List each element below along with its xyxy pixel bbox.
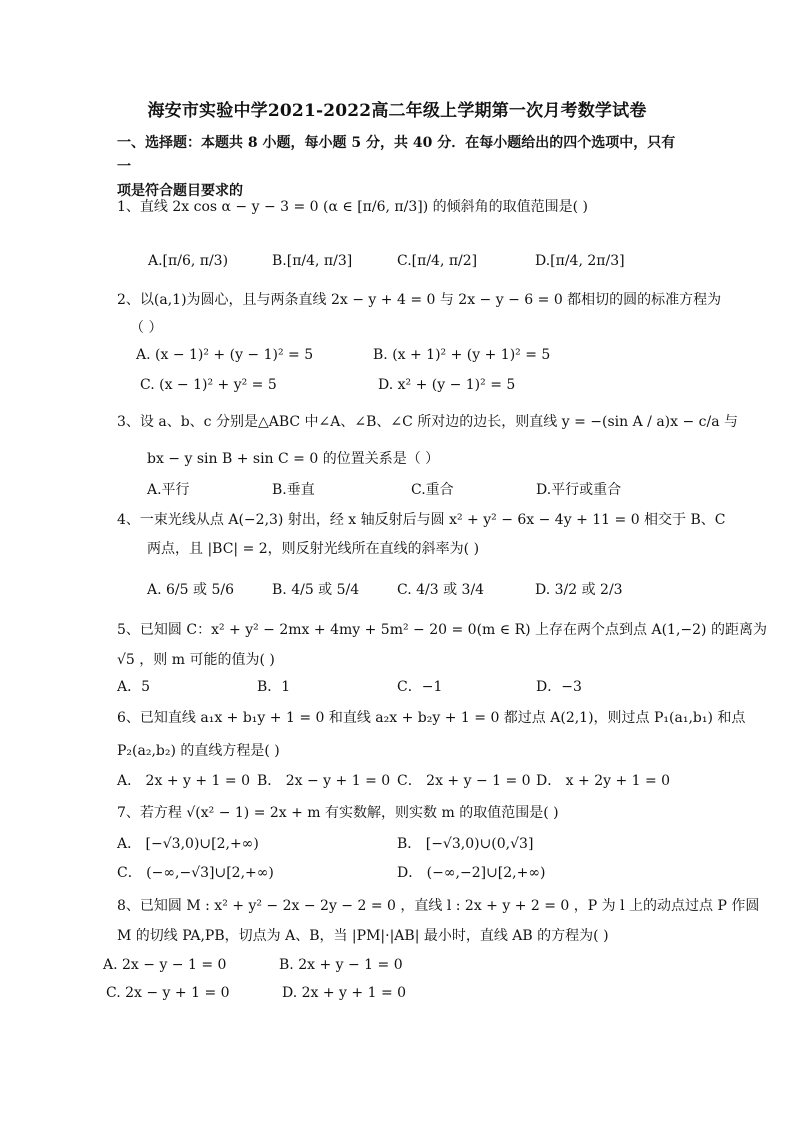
- question-7-option-c: C． (−∞,−√3]∪[2,+∞): [117, 865, 274, 881]
- question-5-option-b: B．1: [257, 679, 291, 695]
- question-8-option-b: B. 2x + y − 1 = 0: [279, 957, 403, 973]
- question-7-option-b: B． [−√3,0)∪(0,√3]: [397, 836, 534, 852]
- question-6-option-d: D． x + 2y + 1 = 0: [536, 773, 671, 789]
- question-4-option-c: C. 4/3 或 3/4: [397, 582, 485, 598]
- question-7-option-a: A． [−√3,0)∪[2,+∞): [117, 836, 259, 852]
- question-6-stem-line-1: 6、已知直线 a₁x + b₁y + 1 = 0 和直线 a₂x + b₂y + 1 = 0 都过点 A(2,1)，则过点 P₁(a₁,b₁) 和点: [117, 710, 746, 726]
- question-1-option-b: B.[π/4, π/3]: [272, 253, 353, 269]
- question-2-stem-line-2: （ ）: [130, 320, 163, 336]
- question-2-option-b: B. (x + 1)² + (y + 1)² = 5: [373, 347, 551, 363]
- question-5-option-d: D．−3: [536, 679, 582, 695]
- question-3-stem-line-1: 3、设 a、b、c 分别是△ABC 中∠A、∠B、∠C 所对边的边长，则直线 y = −(sin A / a)x − c/a 与: [117, 414, 739, 430]
- question-8-stem-line-2: M 的切线 PA,PB，切点为 A、B，当 |PM|·|AB| 最小时，直线 AB 的方程为( ): [117, 928, 609, 944]
- question-7-option-d: D． (−∞,−2]∪[2,+∞): [397, 865, 546, 881]
- section-heading-line-2: 项是符合题目要求的: [117, 183, 243, 199]
- question-1-stem: 1、直线 2x cos α − y − 3 = 0 (α ∈ [π/6, π/3]) 的倾斜角的取值范围是( ): [117, 199, 588, 215]
- question-5-option-c: C．−1: [397, 679, 443, 695]
- question-4-stem-line-2: 两点，且 |BC| = 2，则反射光线所在直线的斜率为( ): [147, 541, 480, 557]
- question-1-option-c: C.[π/4, π/2]: [397, 253, 478, 269]
- question-7-stem: 7、若方程 √(x² − 1) = 2x + m 有实数解，则实数 m 的取值范围是( ): [117, 805, 559, 821]
- question-5-stem-line-1: 5、已知圆 C：x² + y² − 2mx + 4my + 5m² − 20 = 0(m ∈ R) 上存在两个点到点 A(1,−2) 的距离为: [117, 622, 767, 638]
- question-1-option-a: A.[π/6, π/3): [148, 253, 229, 269]
- question-2-option-c: C. (x − 1)² + y² = 5: [140, 377, 277, 393]
- question-5-option-a: A．5: [117, 679, 151, 695]
- section-heading-line-1: 一、选择题：本题共 8 小题，每小题 5 分，共 40 分．在每小题给出的四个选项中，只有一: [117, 135, 676, 175]
- question-4-option-d: D. 3/2 或 2/3: [535, 582, 623, 598]
- section-heading: [117, 131, 682, 203]
- question-5-stem-line-2: √5 ，则 m 可能的值为( ): [117, 652, 275, 668]
- question-8-option-c: C. 2x − y + 1 = 0: [106, 985, 230, 1001]
- question-3-option-b: B.垂直: [272, 482, 315, 498]
- question-2-option-a: A. (x − 1)² + (y − 1)² = 5: [136, 347, 314, 363]
- question-3-option-d: D.平行或重合: [536, 482, 622, 498]
- question-6-option-a: A． 2x + y + 1 = 0: [117, 773, 250, 789]
- question-3-option-c: C.重合: [411, 482, 454, 498]
- question-3-stem-line-2: bx − y sin B + sin C = 0 的位置关系是（ ）: [147, 451, 440, 467]
- question-8-option-d: D. 2x + y + 1 = 0: [282, 985, 407, 1001]
- question-4-stem-line-1: 4、一束光线从点 A(−2,3) 射出，经 x 轴反射后与圆 x² + y² − 6x − 4y + 11 = 0 相交于 B、C: [117, 512, 726, 528]
- question-8-option-a: A. 2x − y − 1 = 0: [103, 957, 227, 973]
- question-6-option-b: B． 2x − y + 1 = 0: [257, 773, 391, 789]
- question-4-option-a: A. 6/5 或 5/6: [147, 582, 234, 598]
- question-8-stem-line-1: 8、已知圆 M : x² + y² − 2x − 2y − 2 = 0 ，直线 l : 2x + y + 2 = 0 ，P 为 l 上的动点过点 P 作圆: [117, 898, 760, 914]
- question-1-option-d: D.[π/4, 2π/3]: [535, 253, 625, 269]
- question-2-stem-line-1: 2、以(a,1)为圆心，且与两条直线 2x − y + 4 = 0 与 2x − y − 6 = 0 都相切的圆的标准方程为: [117, 292, 722, 308]
- question-6-option-c: C． 2x + y − 1 = 0: [397, 773, 531, 789]
- exam-title: 海安市实验中学2021-2022高二年级上学期第一次月考数学试卷: [147, 101, 647, 121]
- question-3-option-a: A.平行: [147, 482, 190, 498]
- question-6-stem-line-2: P₂(a₂,b₂) 的直线方程是( ): [117, 743, 280, 759]
- question-2-option-d: D. x² + (y − 1)² = 5: [378, 377, 516, 393]
- question-4-option-b: B. 4/5 或 5/4: [272, 582, 360, 598]
